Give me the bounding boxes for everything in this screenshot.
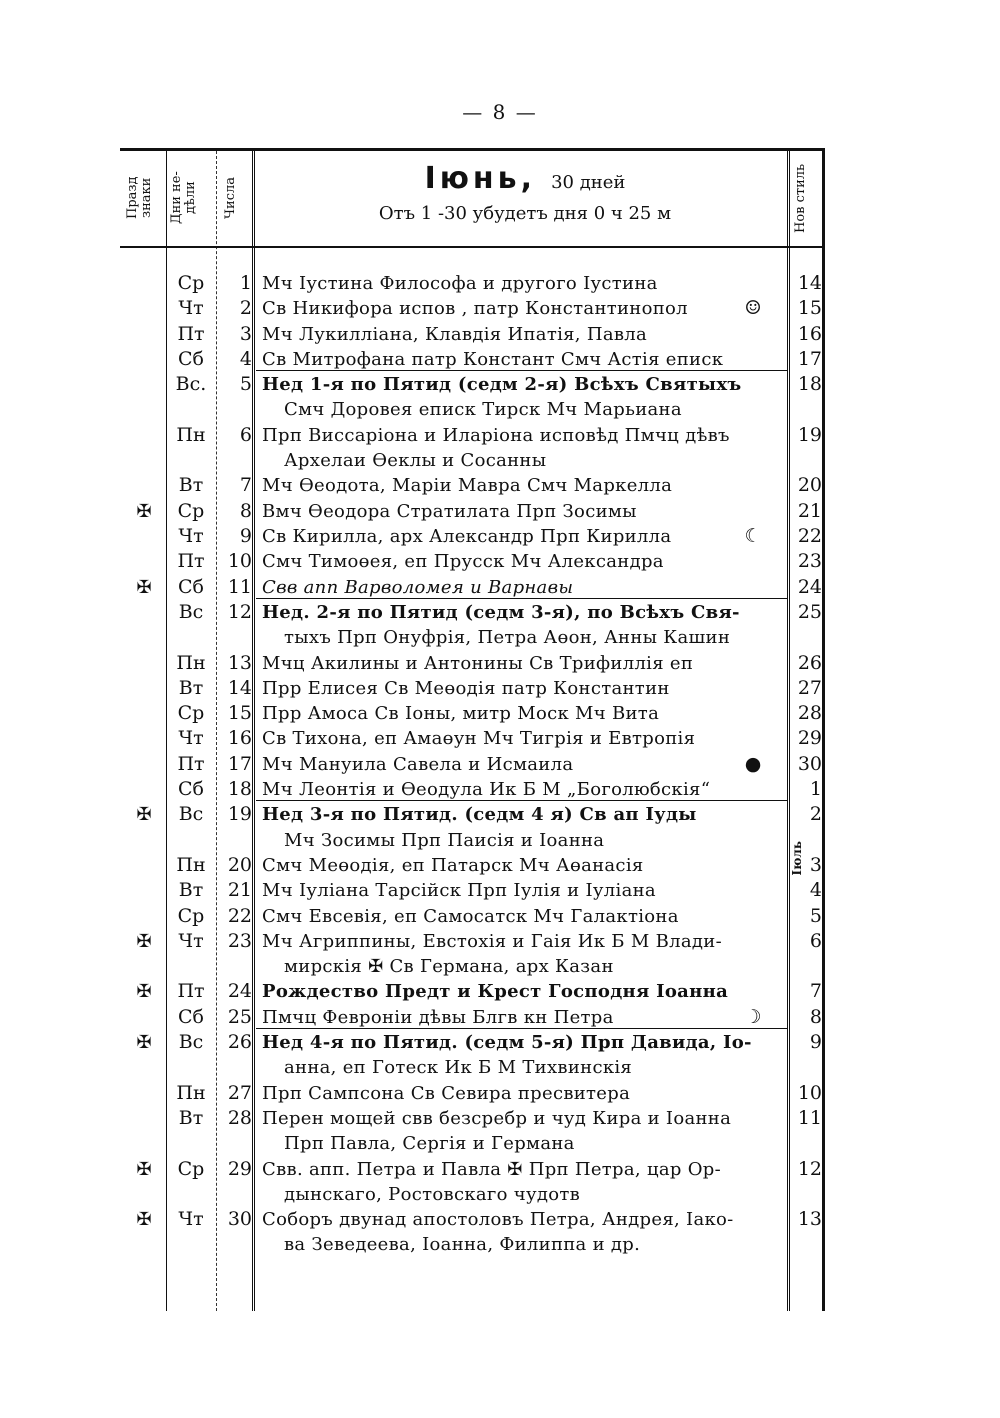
date-number: 22	[227, 904, 252, 927]
saints-line-1: Мч Өеодота, Маріи Мавра Смч Маркелла	[262, 475, 673, 497]
saints-line-1: Мч Іустина Философа и другого Іустина	[262, 273, 658, 294]
weekday: Пн	[176, 1081, 206, 1104]
saints-text	[262, 524, 767, 549]
date-number: 19	[227, 803, 252, 826]
saints-line-1: Пмчц Февроніи дѣвы Блгв кн Петра	[262, 1006, 614, 1028]
saints-line-1: Прп Сампсона Св Севира пресвитера	[262, 1082, 631, 1104]
saints-text	[262, 296, 767, 321]
date-number: 26	[227, 1031, 252, 1053]
weekday: Чт	[178, 525, 204, 547]
new-style-date: 22	[797, 525, 822, 547]
saints-text	[262, 752, 767, 777]
sunday-separator	[256, 598, 787, 599]
day-row	[120, 1030, 822, 1080]
date-number: 10	[227, 550, 252, 573]
weekday: Пн	[176, 651, 206, 674]
saints-text	[262, 777, 767, 802]
saints-line-1: Мч Леонтія и Өеодула Ик Б М „Боголюбскія“	[262, 779, 711, 800]
header-rule	[120, 246, 822, 248]
saints-line-1: Нед. 2-я по Пятид (седм 3-я), по Всѣхъ Свя-	[262, 601, 740, 623]
date-number: 17	[227, 752, 252, 775]
weekday: Чт	[178, 727, 204, 750]
new-style-date: 4	[809, 879, 822, 902]
new-style-date: 26	[797, 651, 822, 674]
new-style-date: 14	[797, 272, 822, 294]
saints-line-1: Св Кирилла, арх Александр Прп Кирилла	[262, 526, 672, 547]
saints-line-2: дынскаго, Ростовскаго чудотв	[284, 1183, 581, 1205]
new-style-date: 18	[797, 373, 822, 396]
saints-text	[262, 1157, 767, 1208]
weekday: Пт	[177, 550, 205, 573]
moon-phase-icon: ☾	[744, 525, 762, 547]
holiday-cross-icon: ✠	[136, 981, 152, 1003]
weekday: Пт	[177, 322, 205, 345]
saints-text	[262, 575, 767, 600]
month-days: 30 дней	[551, 172, 626, 193]
saints-line-1: Нед 4-я по Пятид. (седм 5-я) Прп Давида, Іо-	[262, 1032, 752, 1053]
day-row	[120, 802, 822, 852]
new-style-date: 9	[809, 1031, 822, 1053]
new-style-date: 21	[797, 499, 822, 522]
saints-text	[262, 600, 767, 651]
saints-line-2: Прп Павла, Сергія и Германа	[284, 1133, 575, 1155]
weekday: Чт	[178, 1208, 204, 1231]
saints-line-1: Прп Виссаріона и Иларіона исповѣд Пмчц дѣвъ	[262, 424, 730, 446]
new-style-date: 28	[797, 702, 822, 725]
saints-line-2: Архелаи Өеклы и Сосанны	[284, 450, 547, 472]
saints-text	[262, 1005, 767, 1030]
new-style-date: 23	[797, 550, 822, 573]
weekday: Ср	[177, 702, 205, 725]
weekday: Вт	[178, 879, 204, 902]
new-style-date: 25	[797, 600, 822, 623]
date-number: 8	[239, 499, 252, 522]
date-number: 25	[227, 1005, 252, 1028]
new-style-date: 17	[797, 347, 822, 370]
date-number: 13	[227, 651, 252, 674]
saints-text	[262, 676, 767, 701]
sunday-separator	[256, 1028, 787, 1029]
moon-phase-icon: ☺	[744, 297, 762, 320]
new-style-date: 10	[797, 1081, 822, 1104]
header-weekdays: Дни не- дѣли	[169, 171, 198, 225]
weekday: Вс	[178, 600, 204, 623]
saints-line-1: Нед 3-я по Пятид. (седм 4 я) Св ап Іуды	[262, 804, 697, 826]
month-title	[260, 161, 790, 196]
new-style-date: 7	[809, 980, 822, 1003]
holiday-cross-icon: ✠	[136, 804, 152, 826]
new-style-date: 6	[809, 929, 822, 952]
weekday: Вт	[178, 474, 204, 497]
weekday: Чт	[178, 929, 204, 952]
weekday: Вт	[178, 1106, 204, 1129]
weekday: Сб	[178, 778, 204, 800]
date-number: 6	[239, 423, 252, 446]
weekday: Ср	[177, 499, 205, 522]
date-number: 16	[227, 727, 252, 750]
saints-line-1: Мч Мануила Савела и Исмаила	[262, 753, 574, 775]
july-label: Іюль	[790, 841, 804, 876]
date-number: 23	[227, 929, 252, 952]
day-row	[120, 423, 822, 473]
saints-text	[262, 1081, 767, 1106]
saints-line-2: мирскія ✠ Св Германа, арх Казан	[284, 956, 614, 978]
new-style-date: 19	[797, 423, 822, 446]
new-style-date: 29	[797, 727, 822, 750]
saints-text	[262, 904, 767, 929]
holiday-cross-icon: ✠	[136, 1158, 152, 1180]
sunlight-note: Отъ 1 -30 убудетъ дня 0 ч 25 м	[378, 203, 672, 224]
header-dates: Числа	[223, 177, 238, 220]
saints-line-1: Нед 1-я по Пятид (седм 2-я) Всѣхъ Святыхъ	[262, 374, 742, 396]
new-style-date: 8	[809, 1005, 822, 1028]
day-row	[120, 1157, 822, 1207]
saints-line-2: Мч Зосимы Прп Паисія и Іоанна	[284, 829, 605, 851]
saints-text	[262, 549, 767, 574]
header-holidays: Празд знаки	[125, 176, 154, 220]
date-number: 15	[227, 702, 252, 725]
date-number: 20	[227, 853, 252, 876]
holiday-cross-icon: ✠	[136, 576, 152, 598]
saints-line-1: Свв. апп. Петра и Павла ✠ Прп Петра, цар Ор-	[262, 1158, 721, 1180]
weekday: Чт	[178, 297, 204, 320]
saints-text	[262, 1106, 767, 1157]
weekday: Пн	[176, 853, 206, 876]
saints-line-2: ва Зеведеева, Іоанна, Филиппа и др.	[284, 1234, 641, 1256]
weekday: Сб	[178, 1005, 204, 1028]
holiday-cross-icon: ✠	[136, 930, 152, 952]
weekday: Пн	[176, 423, 206, 446]
weekday: Ср	[177, 904, 205, 927]
holiday-cross-icon: ✠	[136, 1032, 152, 1053]
saints-line-1: Вмч Өеодора Стратилата Прп Зосимы	[262, 500, 637, 522]
date-number: 12	[227, 600, 252, 623]
new-style-date: 11	[797, 1106, 822, 1129]
saints-text	[262, 878, 767, 903]
date-number: 27	[227, 1081, 252, 1104]
weekday: Вс	[178, 1031, 204, 1053]
date-number: 24	[227, 980, 252, 1003]
saints-text	[262, 802, 767, 853]
saints-line-1: Свв апп Варволомея и Варнавы	[262, 576, 574, 598]
header-new-style: Нов стиль	[793, 163, 808, 233]
sunday-separator	[256, 800, 787, 801]
new-style-date: 1	[809, 778, 822, 800]
saints-line-1: Прр Елисея Св Меөодія патр Константин	[262, 677, 670, 699]
weekday: Пт	[177, 980, 205, 1003]
new-style-date: 15	[797, 297, 822, 320]
date-number: 3	[239, 322, 252, 345]
saints-text	[262, 1030, 767, 1081]
calendar-table	[120, 148, 825, 1311]
new-style-date: 24	[797, 575, 822, 598]
day-row	[120, 600, 822, 650]
date-number: 21	[227, 879, 252, 902]
new-style-date: 16	[797, 322, 822, 345]
saints-line-1: Св Никифора испов , патр Константинопол	[262, 298, 688, 320]
saints-line-1: Мч Агриппины, Евстохія и Гаія Ик Б М Влади-	[262, 930, 722, 952]
new-style-date: 5	[809, 904, 822, 927]
date-number: 9	[239, 525, 252, 547]
saints-line-2: анна, еп Готеск Ик Б М Тихвинскія	[284, 1057, 633, 1079]
moon-phase-icon: ●	[744, 752, 762, 775]
saints-text	[262, 423, 767, 474]
date-number: 2	[239, 297, 252, 320]
saints-line-2: тыхъ Прп Онуфрія, Петра Аөон, Анны Кашин	[284, 627, 731, 649]
date-number: 11	[227, 575, 252, 598]
saints-text	[262, 853, 767, 878]
saints-line-2: Смч Доровея еписк Тирск Мч Марьиана	[284, 399, 682, 421]
saints-line-1: Смч Тимоөея, еп Прусск Мч Александра	[262, 551, 664, 573]
weekday: Сб	[178, 347, 204, 370]
saints-text	[262, 929, 767, 980]
saints-line-1: Св Митрофана патр Констант Смч Астія еписк	[262, 348, 724, 370]
day-row	[120, 1207, 822, 1257]
weekday: Вс	[178, 803, 204, 826]
new-style-date: 27	[797, 676, 822, 699]
saints-text	[262, 322, 767, 347]
saints-text	[262, 701, 767, 726]
page-number: — 8 —	[462, 100, 538, 124]
date-number: 18	[227, 778, 252, 800]
saints-text	[262, 347, 767, 372]
date-number: 1	[239, 272, 252, 294]
saints-line-1: Перен мощей свв безсребр и чуд Кира и Іоанна	[262, 1107, 732, 1129]
saints-text	[262, 499, 767, 524]
holiday-cross-icon: ✠	[136, 500, 152, 522]
new-style-date: 13	[797, 1208, 822, 1231]
sunday-separator	[256, 370, 787, 371]
weekday: Ср	[177, 272, 205, 294]
new-style-date: 30	[797, 752, 822, 775]
date-number: 14	[227, 676, 252, 699]
date-number: 30	[227, 1208, 252, 1231]
saints-line-1: Соборъ двунад апостоловъ Петра, Андрея, Іако-	[262, 1209, 734, 1231]
saints-text	[262, 1207, 767, 1258]
day-row	[120, 372, 822, 422]
weekday: Ср	[177, 1157, 205, 1180]
moon-phase-icon: ☽	[744, 1005, 762, 1028]
weekday: Вс.	[175, 373, 207, 396]
saints-line-1: Смч Меөодія, еп Патарск Мч Аөанасія	[262, 854, 644, 876]
saints-text	[262, 473, 767, 498]
new-style-date: 12	[797, 1157, 822, 1180]
holiday-cross-icon: ✠	[136, 1209, 152, 1231]
saints-text	[262, 726, 767, 751]
date-number: 28	[227, 1106, 252, 1129]
month-name: Іюнь,	[424, 161, 536, 196]
saints-line-1: Мчц Акилины и Антонины Св Трифиллія еп	[262, 652, 694, 674]
date-number: 4	[239, 347, 252, 370]
saints-text	[262, 979, 767, 1004]
saints-text	[262, 651, 767, 676]
date-number: 29	[227, 1157, 252, 1180]
new-style-date: 3	[809, 853, 822, 876]
new-style-date: 2	[809, 803, 822, 826]
saints-text	[262, 372, 767, 423]
weekday: Вт	[178, 676, 204, 699]
saints-line-1: Св Тихона, еп Амаөун Мч Тигрія и Евтропія	[262, 728, 696, 750]
day-row	[120, 929, 822, 979]
date-number: 7	[239, 474, 252, 497]
saints-line-1: Мч Лукилліана, Клавдія Ипатія, Павла	[262, 323, 648, 345]
saints-line-1: Прр Амоса Св Іоны, митр Моск Мч Вита	[262, 703, 660, 725]
saints-line-1: Смч Евсевія, еп Самосатск Мч Галактіона	[262, 905, 679, 927]
day-row	[120, 1106, 822, 1156]
saints-line-1: Мч Іуліана Тарсійск Прп Іулія и Іуліана	[262, 880, 656, 902]
weekday: Сб	[178, 575, 204, 598]
new-style-date: 20	[797, 474, 822, 497]
saints-line-1: Рождество Предт и Крест Господня Іоанна	[262, 981, 729, 1003]
saints-text	[262, 271, 767, 296]
weekday: Пт	[177, 752, 205, 775]
date-number: 5	[239, 373, 252, 396]
